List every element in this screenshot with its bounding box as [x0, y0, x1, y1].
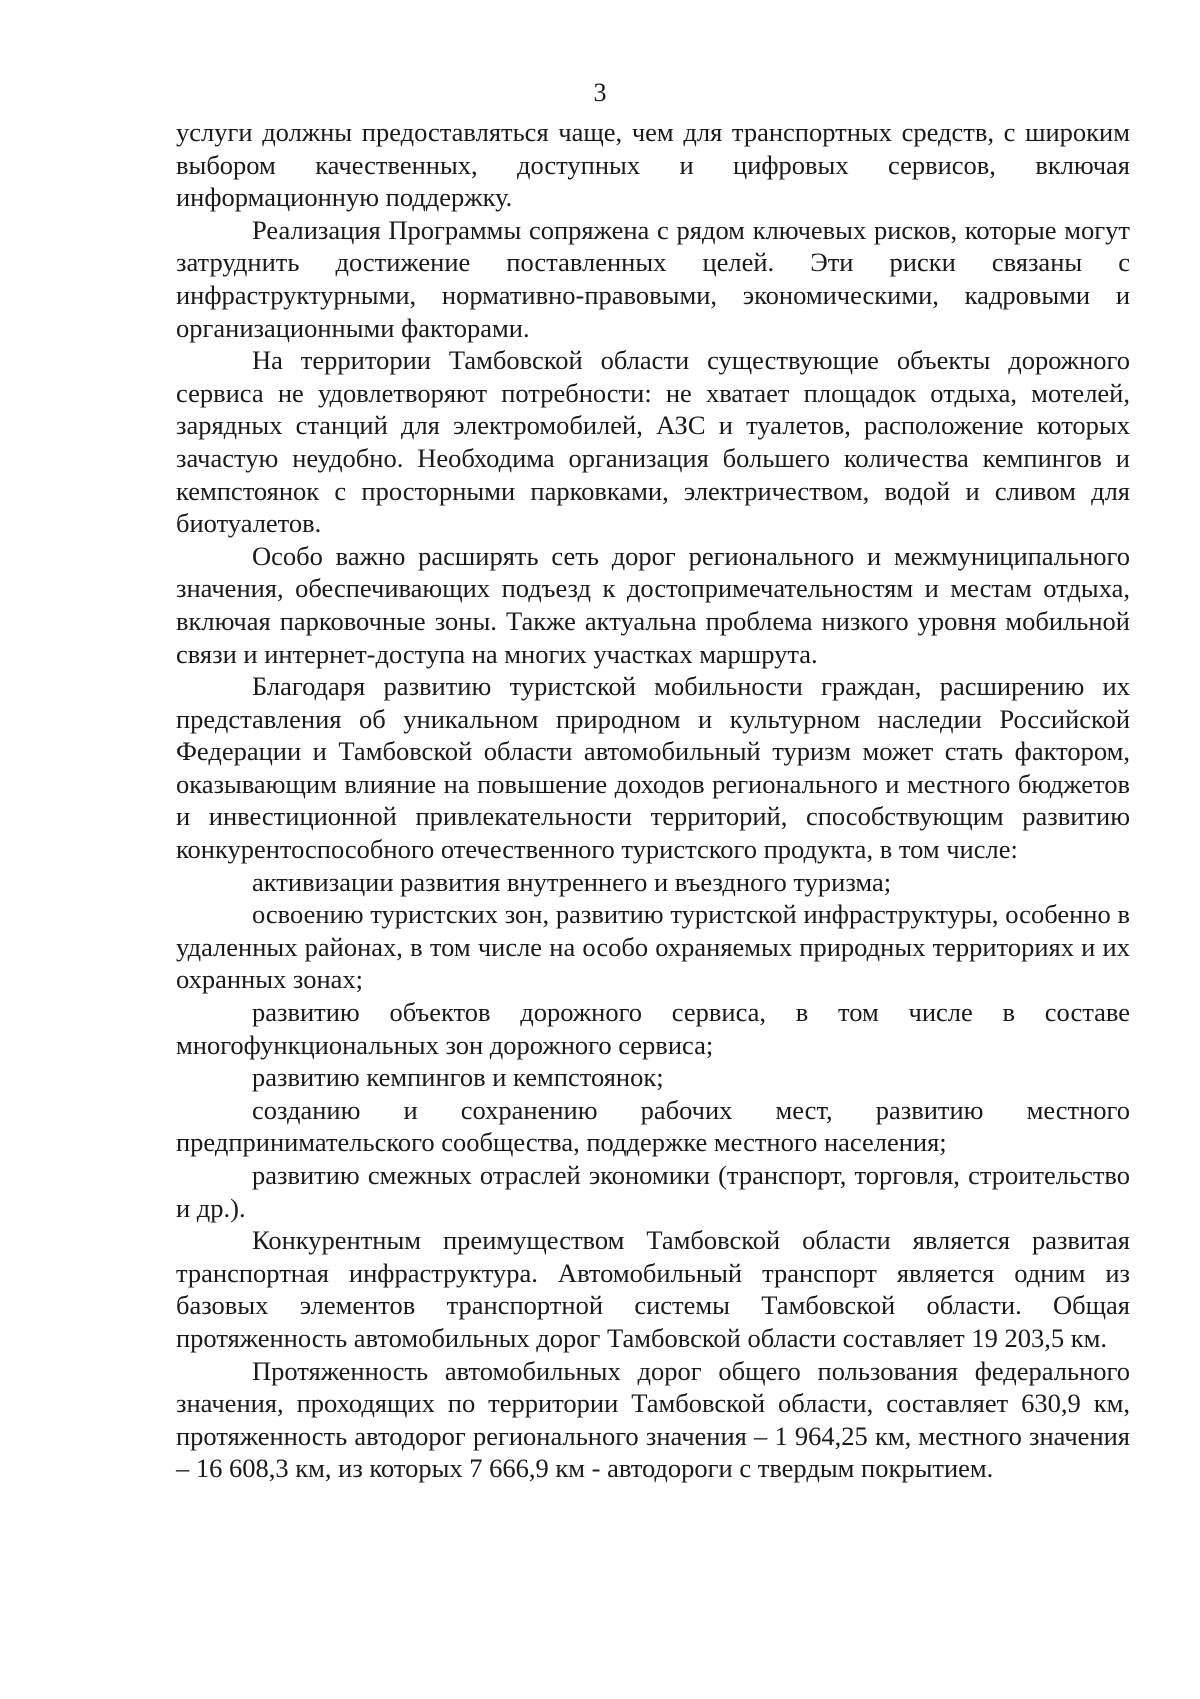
paragraph: Реализация Программы сопряжена с рядом ключевых рисков, которые могут затруднить достижение поставленных целей. Эти риски связаны с инфраструктурными, нормативно-правовыми, экономическими, кадровыми и организационными факторами. — [176, 214, 1130, 343]
paragraph: Протяженность автомобильных дорог общего пользования федерального значения, проходящих по территории Тамбовской области, составляет 630,9 км, протяженность автодорог регионального значения – 1 964,25 км, местного значения – 16 608,3 км, из которых 7 666,9 км - автодороги с твердым покрытием. — [176, 1355, 1130, 1484]
paragraph: услуги должны предоставляться чаще, чем для транспортных средств, с широким выбором качественных, доступных и цифровых сервисов, включая информационную поддержку. — [176, 117, 1130, 213]
list-item: развитию смежных отраслей экономики (транспорт, торговля, строительство и др.). — [176, 1160, 1130, 1223]
list-item: развитию кемпингов и кемпстоянок; — [252, 1062, 664, 1093]
document-body — [176, 116, 1130, 1485]
paragraph: На территории Тамбовской области существующие объекты дорожного сервиса не удовлетворяют потребности: не хватает площадок отдыха, мотелей, зарядных станций для электромобилей, АЗС и туалетов, расположение которых зачастую неудобно. Необходима организация большего количества кемпингов и кемпстоянок с просторными парковками, электричеством, водой и сливом для биотуалетов. — [176, 345, 1130, 539]
paragraph: Благодаря развитию туристской мобильности граждан, расширению их представления об уникальном природном и культурном наследии Российской Федерации и Тамбовской области автомобильный туризм может стать фактором, оказывающим влияние на повышение доходов регионального и местного бюджетов и инвестиционной привлекательности территорий, способствующим развитию конкурентоспособного отечественного туристского продукта, в том числе: — [176, 671, 1130, 865]
list-item: активизации развития внутреннего и въездного туризма; — [252, 866, 892, 897]
list-item: освоению туристских зон, развитию туристской инфраструктуры, особенно в удаленных районах, в том числе на особо охраняемых природных территориях и их охранных зонах; — [176, 899, 1130, 995]
list-item: созданию и сохранению рабочих мест, развитию местного предпринимательского сообщества, поддержке местного населения; — [176, 1094, 1130, 1158]
paragraph: Особо важно расширять сеть дорог регионального и межмуниципального значения, обеспечивающих подъезд к достопримечательностям и местам отдыха, включая парковочные зоны. Также актуальна проблема низкого уровня мобильной связи и интернет-доступа на многих участках маршрута. — [176, 540, 1130, 669]
page-number: 3 — [593, 78, 607, 107]
paragraph: Конкурентным преимуществом Тамбовской области является развитая транспортная инфраструктура. Автомобильный транспорт является одним из базовых элементов транспортной системы Тамбовской области. Общая протяженность автомобильных дорог Тамбовской области составляет 19 203,5 км. — [176, 1225, 1130, 1353]
list-item: развитию объектов дорожного сервиса, в том числе в составе многофункциональных зон дорожного сервиса; — [176, 997, 1130, 1060]
